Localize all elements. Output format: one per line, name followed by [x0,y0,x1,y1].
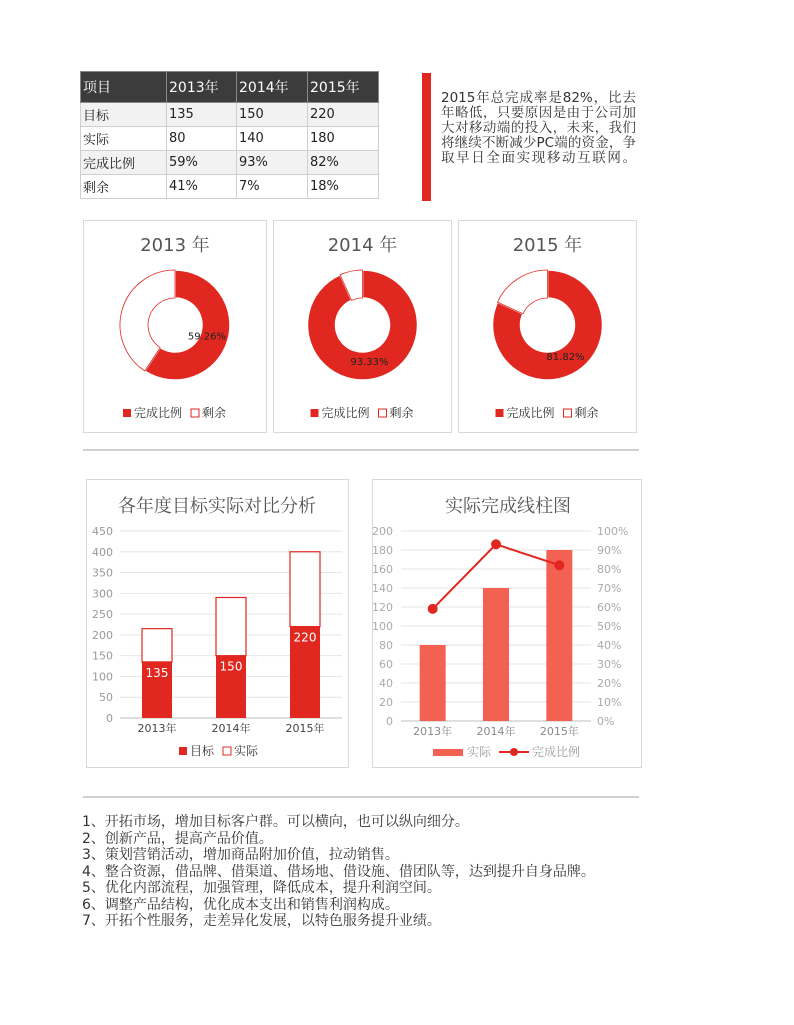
list-item: 5、优化内部流程，加强管理，降低成本，提升利润空间。 [82,880,441,896]
table-cell: 140 [237,127,308,151]
legend-swatch-complete [496,409,504,417]
bar-actual [290,552,320,627]
bar-actual [216,597,246,655]
donut-card-2014 [273,220,452,433]
list-item: 6、调整产品结构，优化成本支出和销售利润构成。 [82,896,399,913]
y2-tick-label: 0% [597,715,615,728]
table-cell: 剩余 [81,175,167,199]
data-label: 93.33% [350,357,389,369]
list-item: 2、创新产品，提高产品价值。 [82,830,273,847]
x-tick-label: 2013年 [137,722,177,735]
data-label: 81.82% [546,352,585,364]
bar-actual [546,550,572,721]
legend-swatch-actual [433,749,463,756]
y-tick-label: 160 [373,563,393,576]
y-tick-label: 40 [379,677,393,690]
y-tick-label: 450 [92,525,113,538]
x-tick-label: 2014年 [476,725,516,738]
table-row [81,127,379,151]
table-cell: 41% [167,175,237,199]
list-item: 1、开拓市场，增加目标客户群。可以横向，也可以纵向细分。 [82,814,469,830]
legend-swatch-remaining [379,409,387,417]
x-tick-label: 2013年 [413,725,453,738]
donut-chart-2014 [274,221,451,432]
y-tick-label: 120 [373,601,393,614]
table-header: 2013年 [167,72,237,103]
data-label: 135 [145,665,169,680]
y2-tick-label: 40% [597,639,622,652]
y2-tick-label: 20% [597,677,622,690]
y2-tick-label: 80% [597,563,622,576]
line-point [491,539,501,549]
x-tick-label: 2015年 [285,722,325,735]
note-text: 2015年总完成率是82%，比去年略低，只要原因是由于公司加大对移动端的投入，未来，我们将继续不断减少PC端的资金，争取早日全面实现移动互联网。 [441,90,636,166]
y-tick-label: 50 [99,691,113,705]
list-item: 7、开拓个性服务，走差异化发展，以特色服务提升业绩。 [82,913,441,929]
target-actual-bar-chart [87,480,348,767]
summary-table [80,71,379,199]
donut-chart-2015 [459,221,636,432]
y2-tick-label: 70% [597,582,622,595]
table-header: 2015年 [308,72,379,103]
y-tick-label: 200 [373,525,393,538]
data-label: 59.26% [187,331,226,343]
y-tick-label: 20 [379,696,393,709]
table-row [81,151,379,175]
legend-label: 剩余 [389,406,414,420]
y-tick-label: 80 [379,639,393,652]
y2-tick-label: 90% [597,544,622,557]
y-tick-label: 200 [92,628,113,642]
table-cell: 目标 [81,103,167,127]
legend-label: 完成比例 [506,406,555,420]
legend-swatch-remaining [191,409,199,417]
y-tick-label: 140 [373,582,393,595]
y-tick-label: 300 [92,587,113,601]
note-accent-bar [422,73,431,201]
legend-label: 完成比例 [532,745,581,759]
combo-chart-card [372,479,642,768]
target-actual-chart-card [86,479,349,768]
table-cell: 完成比例 [81,151,167,175]
legend-swatch-marker [510,748,518,756]
donut-chart-2013 [84,221,266,432]
legend-swatch-complete [123,409,131,417]
y2-tick-label: 100% [597,525,629,538]
chart-title: 2015 年 [512,235,583,256]
y2-tick-label: 60% [597,601,622,614]
table-header: 2014年 [237,72,308,103]
table-cell: 18% [308,175,379,199]
donut-card-2015 [458,220,637,433]
data-label: 150 [219,659,243,674]
legend-label: 实际 [467,745,492,759]
y-tick-label: 0 [106,712,113,725]
bar-actual [420,645,446,721]
table-cell: 82% [308,151,379,175]
legend-label: 完成比例 [321,406,370,420]
bar-actual [142,629,172,662]
table-header: 项目 [81,72,167,103]
table-cell: 实际 [81,127,167,151]
line-point [428,604,438,614]
bar-actual [483,588,509,721]
y2-tick-label: 50% [597,620,622,633]
table-cell: 59% [167,151,237,175]
table-row [81,175,379,199]
table-cell: 7% [237,175,308,199]
y-tick-label: 150 [92,649,113,663]
table-cell: 80 [167,127,237,151]
y-tick-label: 60 [379,658,393,671]
y2-tick-label: 30% [597,658,622,671]
y-tick-label: 250 [92,608,113,622]
table-header-row [81,72,379,103]
table-row [81,103,379,127]
y-tick-label: 350 [92,566,113,580]
line-point [554,560,564,570]
y-tick-label: 100 [92,670,113,684]
legend-label: 实际 [234,744,259,758]
list-item: 4、整合资源，借品牌、借渠道、借场地、借设施、借团队等，达到提升自身品牌。 [82,863,595,880]
divider [83,796,639,798]
donut-card-2013 [83,220,267,433]
chart-title: 2013 年 [140,235,210,256]
divider [83,449,639,451]
actual-completion-combo-chart [373,480,641,767]
legend-swatch-actual [223,747,231,755]
legend-swatch-complete [311,409,319,417]
legend-swatch-target [179,747,187,755]
legend-label: 目标 [190,744,215,758]
chart-title: 实际完成线柱图 [445,496,571,517]
chart-title: 各年度目标实际对比分析 [118,496,316,517]
y-tick-label: 400 [92,545,113,559]
x-tick-label: 2014年 [211,722,251,735]
strategy-list [82,814,627,930]
data-label: 220 [293,630,317,645]
legend-label: 完成比例 [134,406,183,420]
list-item: 3、策划营销活动，增加商品附加价值，拉动销售。 [82,847,399,863]
table-cell: 220 [308,103,379,127]
table-cell: 180 [308,127,379,151]
y-tick-label: 0 [386,715,393,728]
y2-tick-label: 10% [597,696,622,709]
table-cell: 135 [167,103,237,127]
legend-swatch-remaining [564,409,572,417]
legend-label: 剩余 [574,406,599,420]
y-tick-label: 100 [373,620,393,633]
chart-title: 2014 年 [327,235,398,256]
table-cell: 150 [237,103,308,127]
x-tick-label: 2015年 [539,725,579,738]
table-cell: 93% [237,151,308,175]
y-tick-label: 180 [373,544,393,557]
legend-label: 剩余 [202,406,227,420]
